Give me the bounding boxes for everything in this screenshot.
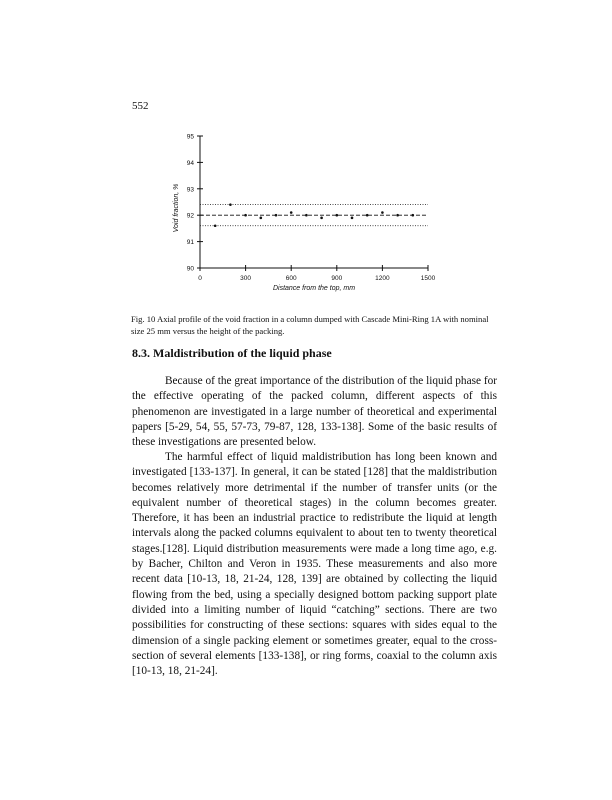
y-tick-label: 94 — [186, 159, 194, 167]
x-tick-label: 900 — [331, 275, 343, 282]
data-point — [351, 217, 354, 220]
paragraph-2: The harmful effect of liquid maldistribution has long been known and investigated [133-137]. In general, it can be stated [128] that the maldistribution becomes relatively more detrimental if the number of transfer units (or the equivalent number of theoretical stages) in the column becomes greater. Therefore, it has been an industrial practice to redistribute the liquid at length intervals along the packed columns equivalent to about ten to twenty theoretical stages.[128]. Liquid distribution measurements were made a long time ago, e.g. by Bacher, Chilton and Veron in 1935. These measurements and also more recent data [10-13, 18, 21-24, 128, 139] are obtained by collecting the liquid flowing from the bed, using a specially designed bottom packing support plate divided into a limiting number of liquid “catching” sections. There are two possibilities for constructing of these sections: squares with sides equal to the dimension of a single packing element or sometimes greater, equal to the cross-section of several elements [133-138], or ring forms, coaxial to the column axis [10-13, 18, 21-24]. — [132, 451, 497, 678]
data-point — [229, 203, 232, 206]
x-tick-label: 0 — [198, 275, 202, 282]
data-point — [275, 214, 278, 217]
x-tick-label: 1200 — [375, 275, 390, 282]
y-tick-label: 92 — [186, 212, 194, 220]
void-fraction-chart — [170, 128, 450, 298]
data-point — [412, 214, 415, 217]
data-point — [381, 211, 384, 214]
data-point — [260, 217, 263, 220]
data-point — [244, 214, 247, 217]
x-tick-label: 300 — [240, 275, 252, 282]
data-point — [396, 214, 399, 217]
x-tick-label: 1500 — [420, 275, 436, 282]
paragraph-1: Because of the great importance of the distribution of the liquid phase for the effective operating of the packed column, different aspects of this phenomenon are investigated in a large number of theoretical and experimental papers [5-29, 54, 55, 57-73, 79-87, 128, 133-138]. Some of the basic results of these investigations are presented below. — [132, 375, 497, 449]
data-point — [290, 211, 293, 214]
y-tick-label: 90 — [186, 265, 194, 273]
data-point — [336, 214, 339, 217]
data-point — [366, 214, 369, 217]
x-tick-label: 600 — [285, 275, 297, 282]
data-point — [320, 217, 323, 220]
x-axis-label: Distance from the top, mm — [272, 285, 356, 292]
y-tick-label: 91 — [186, 239, 194, 247]
page-number: 552 — [132, 100, 149, 112]
y-axis-label: Void fraction, % — [173, 183, 180, 233]
y-tick-label: 93 — [186, 186, 194, 194]
y-tick-label: 95 — [186, 133, 194, 141]
data-point — [214, 224, 217, 227]
data-point — [305, 214, 308, 217]
section-heading: 8.3. Maldistribution of the liquid phase — [132, 346, 332, 360]
figure-caption: Fig. 10 Axial profile of the void fraction in a column dumped with Cascade Mini-Ring 1A with nominal size 25 mm versus the height of the packing. — [131, 314, 489, 336]
